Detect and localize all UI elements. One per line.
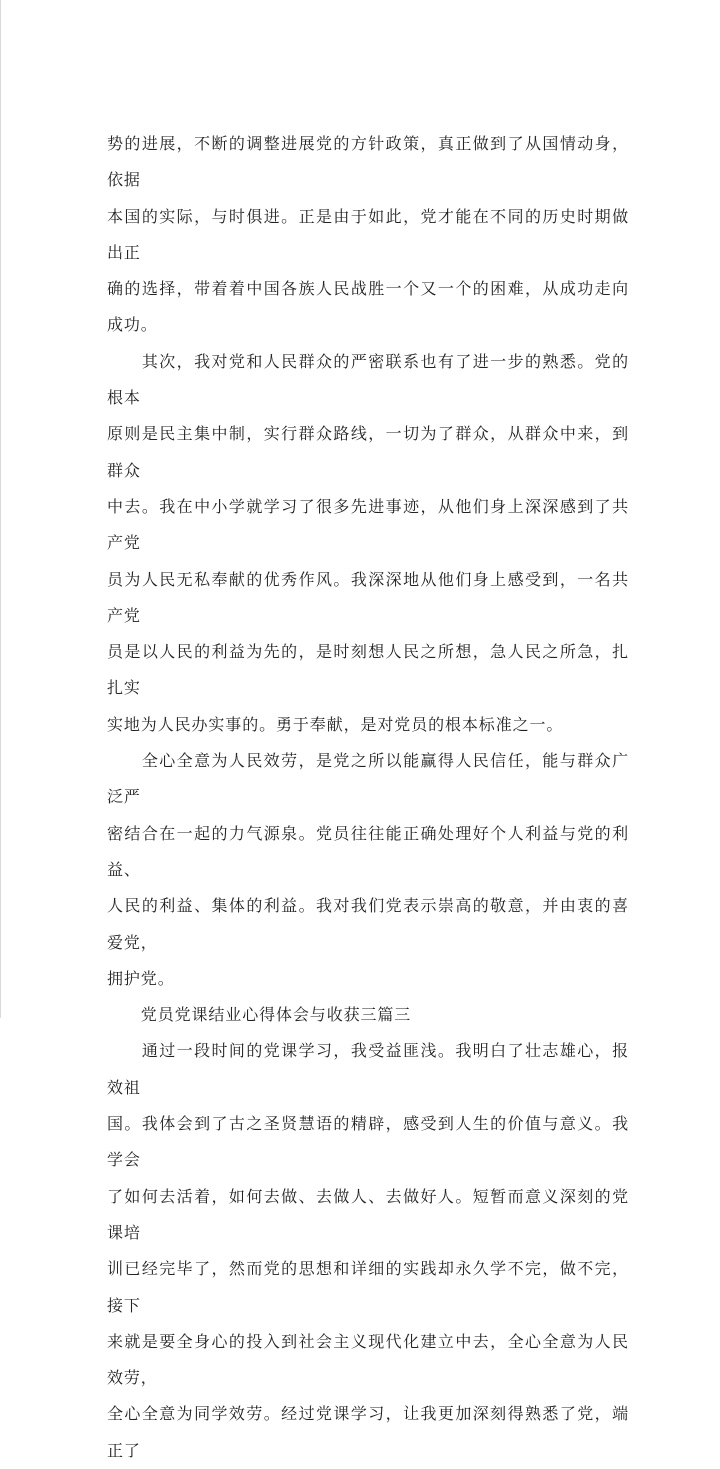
section-heading: 党员党课结业心得体会与收获三篇三 bbox=[107, 1005, 412, 1025]
paragraph-party-course: 通过一段时间的党课学习，我受益匪浅。我明白了壮志雄心，报效祖 国。我体会到了古之圣贤慧语的精辟，感受到人生的价值与意义。我学会 了如何去活着，如何去做、去做人、去做好人。短暂而意义深刻的党课培 训已经完毕了，然而党的思想和详细的实践却永久学不完，做不完，接下 来就是要全身心的投入到社会主义现代化建立中去，全心全意为人民效劳， 全心全意为同学效劳。经过党课学习，让我更加深刻得熟悉了党，端正了 bbox=[107, 1041, 629, 1460]
document-body bbox=[107, 126, 629, 1469]
paragraph-serve-people: 全心全意为人民效劳，是党之所以能赢得人民信任，能与群众广泛严 密结合在一起的力气源泉。党员往往能正确处理好个人利益与党的利益、 人民的利益、集体的利益。我对我们党表示崇高的敬意，并由衷的喜爱党， 拥护党。 bbox=[107, 751, 629, 988]
paragraph-continued: 势的进展，不断的调整进展党的方针政策，真正做到了从国情动身，依据 本国的实际，与时俱进。正是由于如此，党才能在不同的历史时期做出正 确的选择，带着着中国各族人民战胜一个又一个的困难，从成功走向成功。 bbox=[107, 134, 629, 335]
paragraph-party-masses: 其次，我对党和人民群众的严密联系也有了进一步的熟悉。党的根本 原则是民主集中制，实行群众路线，一切为了群众，从群众中来，到群众 中去。我在中小学就学习了很多先进事迹，从他们身上深深感到了共产党 员为人民无私奉献的优秀作风。我深深地从他们身上感受到，一名共产党 员是以人民的利益为先的，是时刻想人民之所想，急人民之所急，扎扎实 实地为人民办实事的。勇于奉献，是对党员的根本标准之一。 bbox=[107, 351, 629, 734]
